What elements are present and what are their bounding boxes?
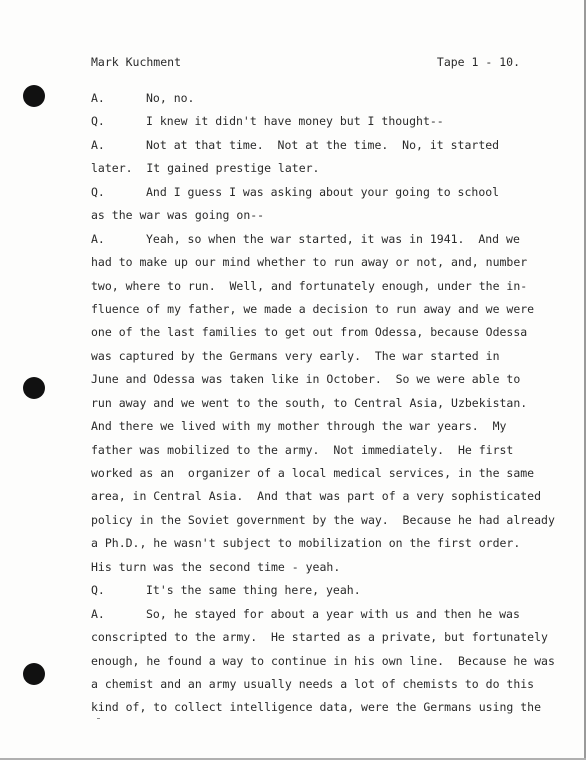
- transcript-line: [91, 251, 531, 274]
- transcript-line: [91, 298, 535, 321]
- line-text: His turn was the second time - yeah.: [91, 559, 341, 574]
- punch-hole-top: [23, 85, 45, 107]
- speaker-label: Q.: [91, 583, 105, 598]
- line-text: No, no.: [146, 91, 195, 105]
- line-text: So, he stayed for about a year with us and then he was: [146, 606, 520, 621]
- transcript-line: [91, 228, 531, 251]
- line-text: And there we lived with my mother through the war years. My: [91, 419, 507, 434]
- transcript-line: [91, 392, 531, 415]
- scan-speck: [97, 718, 100, 719]
- transcript-line: [91, 439, 531, 462]
- line-text: one of the last families to get out from Odessa, because Odessa: [91, 325, 528, 340]
- speaker-label: A.: [91, 606, 105, 621]
- line-text: I knew it didn't have money but I thought--: [146, 114, 444, 129]
- line-text: conscripted to the army. He started as a private, but fortunately: [91, 630, 548, 645]
- speaker-label: A.: [91, 137, 105, 152]
- line-text: And I guess I was asking about your going to school: [146, 184, 500, 199]
- line-text: father was mobilized to the army. Not immediately. He first: [91, 442, 514, 457]
- line-text: enough, he found a way to continue in his own line. Because he was: [91, 653, 555, 668]
- line-text: run away and we went to the south, to Central Asia, Uzbekistan.: [91, 395, 528, 410]
- transcript-line: [91, 87, 531, 110]
- line-text: area, in Central Asia. And that was part of a very sophisticated: [91, 489, 542, 504]
- transcript-line: [91, 275, 531, 298]
- transcript-line: [91, 345, 531, 368]
- transcript-line: [91, 181, 531, 204]
- line-text: a Ph.D., he wasn't subject to mobilization on the first order.: [91, 536, 521, 551]
- punch-hole-bottom: [23, 663, 45, 685]
- line-text: It's the same thing here, yeah.: [146, 583, 361, 598]
- transcript-body: [91, 87, 555, 720]
- transcript-line: [91, 110, 531, 133]
- line-text: later. It gained prestige later.: [91, 161, 320, 176]
- line-text: kind of, to collect intelligence data, were the Germans using the: [91, 700, 542, 715]
- line-text: had to make up our mind whether to run away or not, and, number: [91, 255, 528, 270]
- line-text: June and Odessa was taken like in October. So we were able to: [91, 372, 521, 387]
- line-text: Not at that time. Not at the time. No, it started: [146, 137, 500, 152]
- transcript-line: [91, 603, 531, 626]
- transcript-line: [91, 485, 542, 508]
- line-text: worked as an organizer of a local medical services, in the same: [91, 466, 535, 480]
- transcript-line: [91, 134, 531, 157]
- punch-hole-middle: [23, 377, 45, 399]
- transcript-line: [91, 696, 542, 719]
- page-header: [91, 55, 520, 69]
- speaker-label: Q.: [91, 184, 105, 199]
- speaker-label: A.: [91, 231, 105, 246]
- line-text: two, where to run. Well, and fortunately enough, under the in-: [91, 278, 528, 293]
- transcript-line: [91, 509, 555, 532]
- speaker-label: Q.: [91, 114, 105, 129]
- transcript-line: [91, 556, 531, 579]
- line-text: as the war was going on--: [91, 208, 265, 223]
- transcript-line: [91, 368, 531, 391]
- transcript-line: [91, 579, 531, 602]
- transcript-line: [91, 204, 531, 227]
- transcript-line: [91, 650, 555, 673]
- line-text: fluence of my father, we made a decision to run away and we were: [91, 301, 535, 316]
- line-text: was captured by the Germans very early. The war started in: [91, 348, 500, 363]
- transcript-line: [91, 321, 531, 344]
- interviewee-name: Mark Kuchment: [91, 55, 182, 69]
- tape-number: Tape 1 - 10.: [436, 55, 520, 69]
- transcript-line: [91, 626, 548, 649]
- line-text: a chemist and an army usually needs a lot of chemists to do this: [91, 676, 535, 691]
- transcript-line: [91, 673, 535, 696]
- line-text: Yeah, so when the war started, it was in 1941. And we: [146, 231, 520, 246]
- speaker-label: A.: [91, 91, 105, 105]
- transcript-line: [91, 157, 531, 180]
- transcript-line: [91, 532, 531, 555]
- transcript-line: [91, 415, 531, 438]
- transcript-line: [91, 462, 535, 485]
- line-text: policy in the Soviet government by the way. Because he had already: [91, 512, 555, 527]
